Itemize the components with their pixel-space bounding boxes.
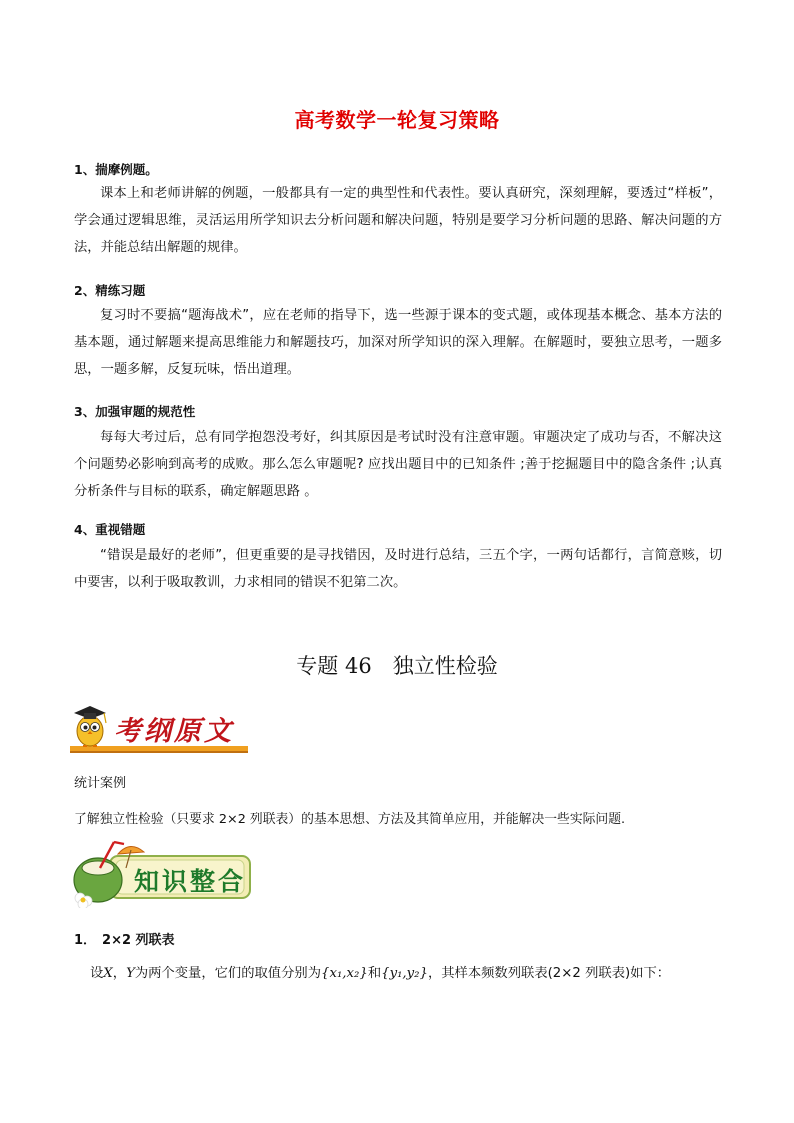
section-2-body: 复习时不要搞“题海战术”，应在老师的指导下，选一些源于课本的变式题，或体现基本概念、基本方法的基本题，通过解题来提高思维能力和解题技巧，加深对所学知识的深入理解。在解题时，要独立思考，一题多思，一题多解，反复玩味，悟出道理。 [74,308,722,377]
section-2-heading: 2、精练习题 [74,283,146,298]
knowledge-item-heading: 2×2 列联表 [102,933,175,948]
knowledge-item-number: 1． [74,933,97,948]
section-1-body: 课本上和老师讲解的例题，一般都具有一定的典型性和代表性。要认真研究，深刻理解，要透过“样板”，学会通过逻辑思维，灵活运用所学知识去分析问题和解决问题，特别是要学习分析问题的思路、解决问题的方法，并能总结出解题的规律。 [74,186,722,255]
page-title: 高考数学一轮复习策略 [294,108,500,132]
knowledge-text-suffix: ，其样本频数列联表(2×2 列联表)如下： [427,966,671,981]
knowledge-text-sep: ， [112,966,127,981]
banner-knowledge [70,838,256,908]
outline-requirement: 了解独立性检验（只要求 2×2 列联表）的基本思想、方法及其简单应用，并能解决一些实际问题. [74,812,626,827]
section-1-heading: 1、揣摩例题。 [74,162,158,177]
knowledge-item-1 [74,929,175,948]
value-set-x: {x₁,x₂} [321,966,368,981]
banner-outline [68,697,252,757]
banner-outline-label: 考纲原文 [114,716,234,747]
banner-knowledge-label: 知识整合 [134,867,247,896]
topic-title: 专题 46 独立性检验 [296,654,498,678]
outline-category: 统计案例 [74,776,127,791]
section-4-heading: 4、重视错题 [74,522,146,537]
variable-y: Y [126,966,135,981]
section-3-heading: 3、加强审题的规范性 [74,404,196,419]
value-set-y: {y₁,y₂} [381,966,428,981]
knowledge-text-mid: 为两个变量，它们的取值分别为 [134,966,321,981]
section-3-body: 每每大考过后，总有同学抱怨没考好，纠其原因是考试时没有注意审题。审题决定了成功与否，不解决这个问题势必影响到高考的成败。那么怎么审题呢? 应找出题目中的已知条件 ;善于挖掘题目中的隐含条件 ;认真分析条件与目标的联系，确定解题思路 。 [74,430,722,499]
variable-x: X [103,966,113,981]
knowledge-text [90,962,670,981]
knowledge-text-and: 和 [367,966,382,981]
section-4-body: “错误是最好的老师”，但更重要的是寻找错因，及时进行总结，三五个字，一两句话都行，言简意赅，切中要害，以利于吸取教训，力求相同的错误不犯第二次。 [74,548,722,590]
knowledge-text-prefix: 设 [90,966,104,981]
